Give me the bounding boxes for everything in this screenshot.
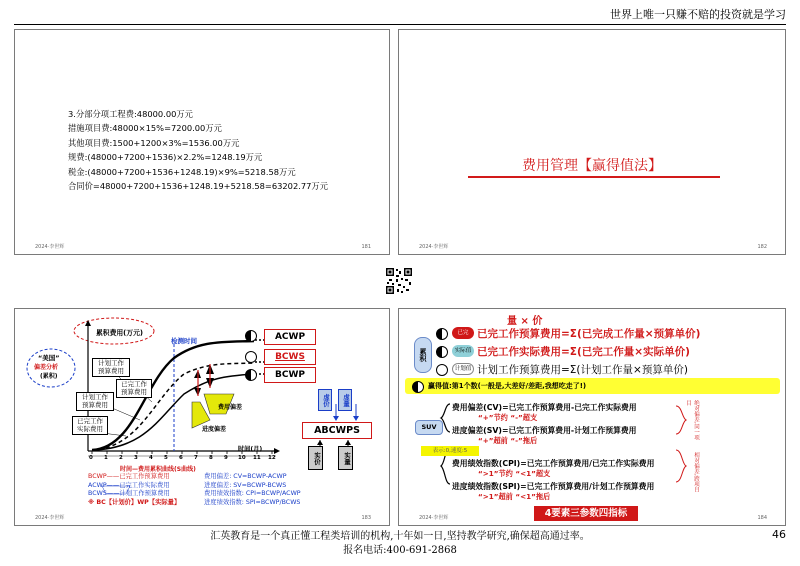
leiji-tag: 累积: [414, 337, 432, 373]
box-bcws-label-2: 计划工作 预算费用: [76, 392, 114, 411]
box-bcws-label: 计划工作 预算费用: [92, 358, 130, 377]
shijia-tag: 实价: [308, 446, 323, 470]
cpi-line: 费用绩效指数(CPI)=已完工作预算费用/已完工作实际费用: [452, 459, 655, 468]
pianchafenxi-label: 偏差分析: [34, 364, 59, 371]
header-divider: [14, 24, 786, 25]
tag-bcwp: BCWP: [264, 367, 316, 383]
bottom-banner: 4要素三参数四指标: [534, 506, 638, 521]
box-bcwp-label-top: 已完工作 预算费用: [116, 379, 152, 398]
slide-2-title-underline: [468, 176, 720, 178]
prog-dev-label: 进度偏差: [202, 426, 227, 433]
x-tick: 0: [89, 455, 93, 461]
leiji-label: (累积): [40, 373, 58, 380]
x-tick: 3: [134, 455, 138, 461]
formula-row-2: 已完工作实际费用=Σ(已完工作量×实际单价): [477, 346, 690, 358]
check-time-label: 检测时间: [171, 337, 197, 345]
x-tick: 5: [164, 455, 168, 461]
speed-note: 表示:0,速度:5: [421, 446, 479, 456]
xuliang-tag: 虚量: [338, 389, 352, 411]
spi-line: 进度绩效指数(SPI)=已完工作预算费用/计划工作预算费用: [452, 482, 655, 491]
qty-price-label: 量 × 价: [507, 316, 543, 327]
curve-caption: 时间—费用累积曲线(S曲线): [120, 466, 196, 473]
x-tick: 10: [238, 455, 246, 461]
formula-item: 费用偏差: CV=BCWP-ACWP: [204, 473, 287, 480]
row2-marker-icon: [436, 346, 448, 358]
cost-list: [68, 107, 328, 193]
cost-line: 规费:(48000+7200+1536)×2.2%=1248.19万元: [68, 152, 263, 163]
x-tick: 8: [209, 455, 213, 461]
cost-line: 3.分部分项工程费:48000.00万元: [68, 109, 193, 119]
x-tick: 9: [224, 455, 228, 461]
cost-line: 税金:(48000+7200+1536+1248.19)×9%=5218.58万元: [68, 166, 296, 177]
legend-bc: ※ BC【计划价】WP【实际量】: [88, 498, 181, 506]
slide-3-footer-left: 2024·李世辉: [35, 515, 65, 521]
page-footer: [0, 530, 800, 558]
header-slogan: 世界上唯一只赚不赔的投资就是学习: [610, 8, 786, 21]
formula-item: 费用绩效指数: CPI=BCWP/ACWP: [204, 490, 301, 498]
meiguo-label: “美国”: [38, 354, 60, 362]
row1-marker-icon: [436, 328, 448, 340]
x-tick: 7: [194, 455, 198, 461]
acwp-marker-icon: [245, 330, 257, 342]
x-tick: 1: [104, 455, 108, 461]
tag-bcws: BCWS: [264, 349, 316, 365]
chip-jihuazhi: 计划值: [452, 363, 474, 375]
x-tick-labels: [89, 455, 279, 463]
abcwps-box: ABCWPS: [302, 422, 372, 439]
cost-line: 合同价=48000+7200+1536+1248.19+5218.58=63202.77万元: [68, 181, 329, 192]
tag-acwp: ACWP: [264, 329, 316, 345]
side-note-absolute: 绝对偏差,同一项目: [685, 400, 699, 441]
x-tick: 6: [179, 455, 183, 461]
chip-yiwan: 已完: [452, 327, 474, 339]
x-tick: 12: [268, 455, 276, 461]
footer-slogan: 汇英教育是一个真正懂工程类培训的机构,十年如一日,坚持教学研究,确保超高通过率。: [210, 531, 590, 542]
slide-2-title: 费用管理【赢得值法】: [522, 158, 662, 174]
sv-sign: “+”超前 “-”拖后: [478, 436, 538, 445]
formula-row-3: 计划工作预算费用=Σ(计划工作量×预算单价): [477, 364, 688, 376]
page-number: 46: [772, 528, 786, 541]
slide-4-footer-left: 2024·李世辉: [419, 515, 449, 521]
formula-list: [204, 473, 301, 507]
s-curve-diagram: [14, 308, 390, 526]
cv-sign: “+”节约 “-”超支: [478, 413, 538, 422]
bcwp-marker-icon: [245, 369, 257, 381]
legend-list: [88, 473, 180, 507]
slide-4-footer-right: 184: [757, 515, 767, 521]
box-acwp-label: 已完工作 实际费用: [72, 416, 108, 435]
formula-item: 进度绩效指数: SPI=BCWP/BCWS: [204, 498, 301, 506]
spi-sign: “>1”超前 “<1”拖后: [478, 492, 551, 501]
x-tick: 4: [149, 455, 153, 461]
footer-phone: 报名电话:400-691-2868: [343, 545, 457, 556]
sv-line: 进度偏差(SV)=已完工作预算费用-计划工作预算费用: [452, 426, 637, 435]
slide-1-footer-right: 181: [361, 244, 371, 250]
y-axis-label: 累积费用(万元): [96, 329, 143, 337]
x-tick: 11: [253, 455, 261, 461]
cost-line: 其他项目费:1500+1200×3%=1536.00万元: [68, 137, 240, 148]
slide-2-footer-left: 2024·李世辉: [419, 244, 449, 250]
row3-marker-icon: [436, 364, 448, 376]
bcws-marker-icon: [245, 351, 257, 363]
cv-line: 费用偏差(CV)=已完工作预算费用-已完工作实际费用: [452, 403, 637, 412]
slide-2-footer-right: 182: [757, 244, 767, 250]
side-note-relative: 相对偏差,跨项目: [693, 452, 699, 493]
shiliang-tag: 实量: [338, 446, 353, 470]
xujia-tag: 虚价: [318, 389, 332, 411]
formula-item: 进度偏差: SV=BCWP-BCWS: [204, 481, 287, 489]
slide-2: [398, 29, 786, 255]
legend-item: BCWP——已完工作预算费用: [88, 473, 170, 480]
cpi-sign: “>1”节约 “<1”超支: [478, 469, 551, 478]
time-axis-label: 时间(月): [238, 446, 263, 453]
suv-tag: SUV: [415, 420, 443, 435]
cost-line: 措施项目费:48000×15%=7200.00万元: [68, 123, 222, 134]
formula-row-1: 已完工作预算费用=Σ(已完成工作量×预算单价): [477, 328, 701, 340]
banner-marker-icon: [412, 381, 424, 393]
x-tick: 2: [119, 455, 123, 461]
fee-dev-label: 费用偏差: [218, 404, 243, 411]
banner-text: 赢得值:第1个数(一般是,大差好/差距,我想吃走了!): [428, 382, 587, 390]
slide-3-footer-right: 183: [361, 515, 371, 521]
chip-shijizhi: 实际值: [452, 345, 474, 357]
qr-code-icon: [385, 267, 413, 295]
legend-item: BCWS——计划工作预算费用: [88, 490, 170, 498]
legend-item: ACWP——已完工作实际费用: [88, 481, 170, 489]
slide-1-footer-left: 2024·李世辉: [35, 244, 65, 250]
